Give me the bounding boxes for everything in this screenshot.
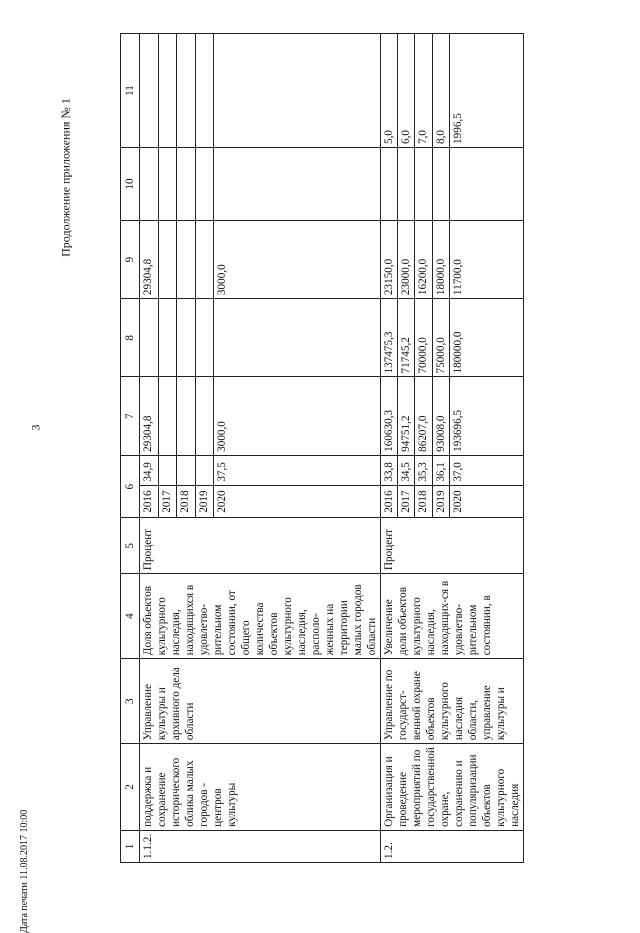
col9-cell: 11700,0	[449, 220, 523, 298]
col8-cell: 71745,2	[398, 299, 415, 377]
unit-cell: Процент	[140, 518, 381, 574]
rotated-table-region	[120, 33, 630, 863]
col9-cell	[177, 220, 196, 298]
col7-cell: 193696,5	[449, 377, 523, 455]
col11-cell: 1996,5	[449, 34, 523, 148]
year-cell: 2018	[177, 485, 196, 518]
col11-cell	[214, 34, 381, 148]
table-row	[381, 34, 398, 863]
col10-cell	[214, 147, 381, 220]
value-cell	[158, 455, 177, 485]
row-number: 1.1.2.	[140, 830, 381, 862]
col7-cell: 160630,3	[381, 377, 398, 455]
col10-cell	[432, 147, 449, 220]
col11-cell: 5,0	[381, 34, 398, 148]
value-cell: 33,8	[381, 455, 398, 485]
year-cell: 2018	[415, 485, 432, 518]
header-cell: 9	[121, 220, 140, 298]
executor-cell: Управление культуры и архивного дела области	[140, 659, 381, 744]
page-number: 3	[28, 424, 43, 431]
col10-cell	[415, 147, 432, 220]
value-cell: 34,9	[140, 455, 159, 485]
col11-cell: 8,0	[432, 34, 449, 148]
col11-cell: 6,0	[398, 34, 415, 148]
year-cell: 2016	[140, 485, 159, 518]
year-cell: 2017	[158, 485, 177, 518]
col8-cell: 75000,0	[432, 299, 449, 377]
col8-cell	[158, 299, 177, 377]
year-cell: 2020	[449, 485, 523, 518]
col7-cell	[158, 377, 177, 455]
col7-cell	[195, 377, 214, 455]
header-cell: 2	[121, 744, 140, 831]
col8-cell	[177, 299, 196, 377]
executor-cell: Управление по государст-венной охране объектов культурного наследия области, управление культуры и	[381, 659, 524, 744]
col10-cell	[140, 147, 159, 220]
col10-cell	[381, 147, 398, 220]
header-cell: 6	[121, 455, 140, 518]
value-cell: 37,5	[214, 455, 381, 485]
col8-cell	[140, 299, 159, 377]
col10-cell	[158, 147, 177, 220]
header-cell: 5	[121, 518, 140, 574]
col7-cell	[177, 377, 196, 455]
header-cell: 10	[121, 147, 140, 220]
action-cell: Организация и проведение мероприятий по государственной охране, сохранению и популяризации объектов культурного наследия	[381, 744, 524, 831]
table-row	[140, 34, 159, 863]
col10-cell	[398, 147, 415, 220]
col7-cell: 29304,8	[140, 377, 159, 455]
header-cell: 8	[121, 299, 140, 377]
year-cell: 2020	[214, 485, 381, 518]
col8-cell: 70000,0	[415, 299, 432, 377]
header-cell: 4	[121, 574, 140, 659]
col11-cell: 7,0	[415, 34, 432, 148]
col11-cell	[177, 34, 196, 148]
col8-cell: 180000,0	[449, 299, 523, 377]
year-cell: 2019	[195, 485, 214, 518]
appendix-note: Продолжение приложения № 1	[58, 98, 73, 257]
col9-cell	[195, 220, 214, 298]
col7-cell: 3000,0	[214, 377, 381, 455]
col10-cell	[449, 147, 523, 220]
col8-cell	[214, 299, 381, 377]
value-cell	[195, 455, 214, 485]
col9-cell: 18000,0	[432, 220, 449, 298]
header-cell: 3	[121, 659, 140, 744]
header-cell: 11	[121, 34, 140, 148]
col7-cell: 86207,0	[415, 377, 432, 455]
print-date: Дата печати 11.08.2017 10:00	[19, 809, 30, 933]
col9-cell: 29304,8	[140, 220, 159, 298]
col10-cell	[195, 147, 214, 220]
header-row	[121, 34, 140, 863]
col11-cell	[195, 34, 214, 148]
col8-cell: 137475,3	[381, 299, 398, 377]
year-cell: 2017	[398, 485, 415, 518]
col9-cell: 3000,0	[214, 220, 381, 298]
value-cell	[177, 455, 196, 485]
col7-cell: 93008,0	[432, 377, 449, 455]
program-table	[120, 33, 524, 863]
col8-cell	[195, 299, 214, 377]
indicator-cell: Увеличение доли объектов культурного наследия, находящих-ся в удовлетво-рительном состоянии, в	[381, 574, 524, 659]
value-cell: 34,5	[398, 455, 415, 485]
year-cell: 2016	[381, 485, 398, 518]
col11-cell	[140, 34, 159, 148]
col9-cell: 23150,0	[381, 220, 398, 298]
unit-cell: Процент	[381, 518, 524, 574]
col11-cell	[158, 34, 177, 148]
col9-cell: 16200,0	[415, 220, 432, 298]
year-cell: 2019	[432, 485, 449, 518]
action-cell: поддержка и сохранение исторического облика малых городов - центров культуры	[140, 744, 381, 831]
value-cell: 35,3	[415, 455, 432, 485]
row-number: 1.2.	[381, 830, 524, 862]
value-cell: 36,1	[432, 455, 449, 485]
col7-cell: 94751,2	[398, 377, 415, 455]
indicator-cell: Доля объектов культурного наследия, находящихся в удовлетво-рительном состоянии, от общего количества объектов культурного наследия, располо-женных на территории малых городов области	[140, 574, 381, 659]
header-cell: 7	[121, 377, 140, 455]
col9-cell	[158, 220, 177, 298]
value-cell: 37,0	[449, 455, 523, 485]
header-cell: 1	[121, 830, 140, 862]
col9-cell: 23000,0	[398, 220, 415, 298]
col10-cell	[177, 147, 196, 220]
